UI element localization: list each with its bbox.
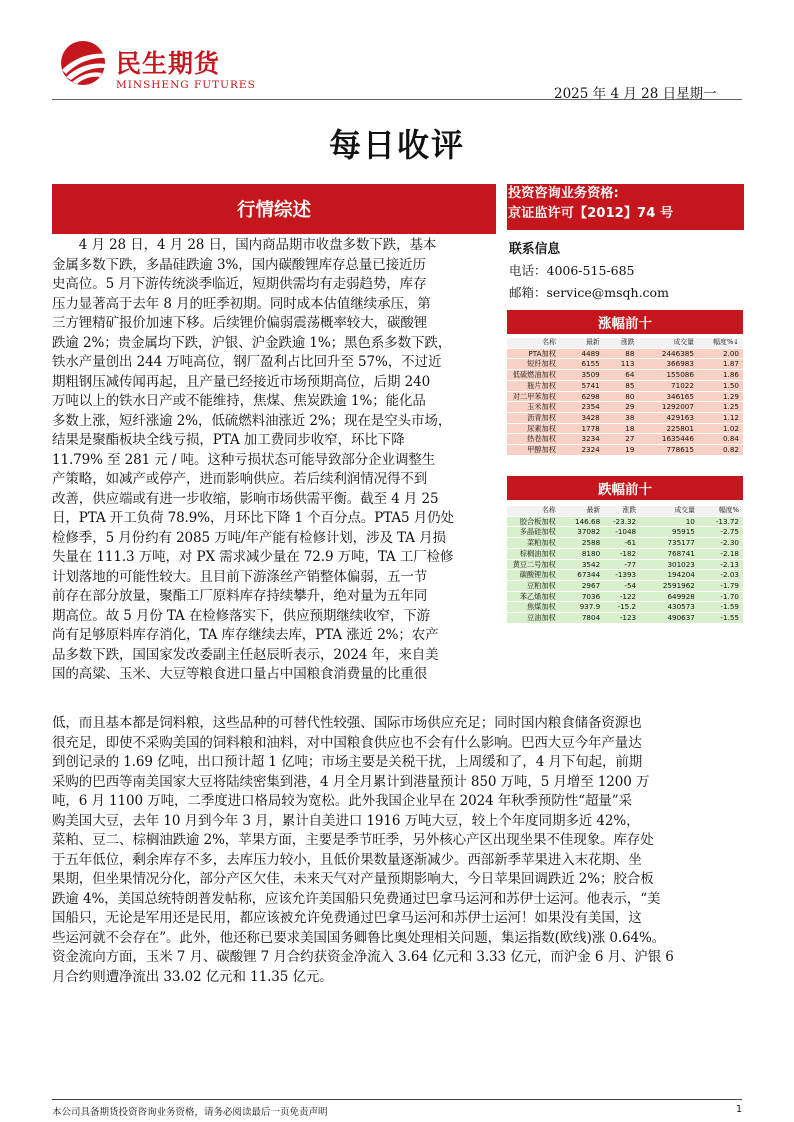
table-cell: 1.12 xyxy=(698,412,743,423)
body-text-line: 国的高粱、玉米、大豆等粮食进口量占中国粮食消费量的比重很 xyxy=(52,666,428,682)
column-header: 涨跌 xyxy=(604,338,639,348)
table-cell: 18 xyxy=(604,423,639,434)
table-cell: 1635446 xyxy=(638,434,697,445)
report-date: 2025 年 4 月 28 日星期一 xyxy=(554,86,717,102)
contact-email: 邮箱：service@msqh.com xyxy=(509,285,669,300)
gainers-title-text: 涨幅前十 xyxy=(598,316,652,332)
table-cell: 菜粕加权 xyxy=(507,538,560,549)
table-cell: 2354 xyxy=(560,402,604,413)
table-cell: 0.82 xyxy=(698,445,743,456)
contact-title: 联系信息 xyxy=(509,242,561,257)
table-cell: -2.75 xyxy=(699,527,743,538)
table-cell: -61 xyxy=(604,538,640,549)
table-cell: 1.02 xyxy=(698,423,743,434)
table-cell: 2324 xyxy=(560,445,604,456)
table-cell: 1292007 xyxy=(638,402,697,413)
table-row xyxy=(507,570,743,581)
body-text-line: 结果是聚酯板块全线亏损，PTA 加工费同步收窄，环比下降 xyxy=(52,432,405,448)
table-cell: -123 xyxy=(604,613,640,624)
body-text-line: 果期，但坐果情况分化，部分产区欠佳，未来天气对产量预期影响大，今日苹果回调跌近 2%；胶合板 xyxy=(52,871,654,887)
losers-table xyxy=(507,506,743,624)
table-cell: 38 xyxy=(604,412,639,423)
table-cell: 胶合板加权 xyxy=(507,516,560,527)
table-cell: 2967 xyxy=(560,580,604,591)
column-header: 幅度% xyxy=(699,506,743,516)
table-row xyxy=(507,412,743,423)
minsheng-logo-icon xyxy=(52,40,110,86)
table-cell: 19 xyxy=(604,445,639,456)
column-header: 成交量 xyxy=(638,338,697,348)
table-cell: -182 xyxy=(604,548,640,559)
table-cell: -1.55 xyxy=(699,613,743,624)
table-row xyxy=(507,602,743,613)
table-cell: 低硫燃油加权 xyxy=(507,370,560,381)
table-cell: -122 xyxy=(604,591,640,602)
table-cell: 937.9 xyxy=(560,602,604,613)
qualification-line-1: 投资咨询业务资格: xyxy=(508,186,619,201)
table-cell: 2.00 xyxy=(698,348,743,359)
table-cell: -2.30 xyxy=(699,538,743,549)
table-row xyxy=(507,402,743,413)
table-cell: 7804 xyxy=(560,613,604,624)
table-cell: 37082 xyxy=(560,527,604,538)
table-cell: 301023 xyxy=(640,559,699,570)
body-text-line: 多数上涨，短纤涨逾 2%，低硫燃料油涨近 2%；现在是空头市场， xyxy=(52,412,452,429)
table-cell: 155086 xyxy=(638,370,697,381)
table-cell: 3428 xyxy=(560,412,604,423)
table-cell: 焦煤加权 xyxy=(507,602,560,613)
table-cell: 1778 xyxy=(560,423,604,434)
body-text-line: 国船只，无论是军用还是民用，都应该被允许免费通过巴拿马运河和苏伊士运河！如果没有美国，这 xyxy=(52,910,642,926)
body-text-line: 尚有足够原料库存消化，TA 库存继续去库，PTA 涨近 2%；农产 xyxy=(52,627,439,643)
table-cell: 225801 xyxy=(638,423,697,434)
table-cell: 热卷加权 xyxy=(507,434,560,445)
body-text-line: 检修季，5 月份约有 2085 万吨/年产能有检修计划，涉及 TA 月损 xyxy=(52,529,446,546)
table-row xyxy=(507,391,743,402)
table-row xyxy=(507,559,743,570)
table-cell: 苯乙烯加权 xyxy=(507,591,560,602)
table-cell: 88 xyxy=(604,348,639,359)
table-cell: 649928 xyxy=(640,591,699,602)
body-text-line: 到创记录的 1.69 亿吨，出口预计超 1 亿吨；市场主要是关税干扰，上周缓和了，4 月下旬起，前期 xyxy=(52,754,643,770)
table-cell: 5741 xyxy=(560,380,604,391)
table-cell: 瓶片加权 xyxy=(507,380,560,391)
table-row xyxy=(507,445,743,456)
body-text-line: 品多数下跌，国国家发改委副主任赵辰昕表示，2024 年，来自美 xyxy=(52,646,439,663)
table-cell: 778615 xyxy=(638,445,697,456)
footer-divider xyxy=(52,1099,742,1100)
table-cell: 沥青加权 xyxy=(507,412,560,423)
body-text-line: 史高位。5 月下游传统淡季临近，短期供需均有走弱趋势，库存 xyxy=(52,276,427,292)
table-cell: 8180 xyxy=(560,548,604,559)
body-text-line: 月合约则遭净流出 33.02 亿元和 11.35 亿元。 xyxy=(52,968,333,985)
body-text-line: 些运河就不会存在”。此外，他还称已要求美国国务卿鲁比奥处理相关问题，集运指数(欧线)涨 0.64%。 xyxy=(52,929,666,946)
column-header: 幅度%↓ xyxy=(698,338,743,348)
table-cell: 27 xyxy=(604,434,639,445)
table-cell: 29 xyxy=(604,402,639,413)
table-cell: 1.25 xyxy=(698,402,743,413)
table-cell: 429163 xyxy=(638,412,697,423)
body-text-line: 低，而且基本都是饲料粮，这些品种的可替代性较强、国际市场供应充足；同时国内粮食储备资源也 xyxy=(52,715,642,731)
table-cell: -1048 xyxy=(604,527,640,538)
body-text-line: 跌逾 2%；贵金属均下跌，沪银、沪金跌逾 1%；黑色系多数下跌， xyxy=(52,334,452,351)
table-cell: PTA加权 xyxy=(507,348,560,359)
table-cell: 1.29 xyxy=(698,391,743,402)
table-cell: 1.87 xyxy=(698,359,743,370)
gainers-table-title xyxy=(507,310,743,334)
table-row xyxy=(507,370,743,381)
table-row xyxy=(507,613,743,624)
qualification-box xyxy=(507,184,744,230)
body-text-line: 万吨以上的铁水日产或不能维持，焦煤、焦炭跌逾 1%；能化品 xyxy=(52,393,426,409)
table-cell: -1393 xyxy=(604,570,640,581)
column-header: 名称 xyxy=(507,506,560,516)
table-cell: 3509 xyxy=(560,370,604,381)
table-cell: 多晶硅加权 xyxy=(507,527,560,538)
table-cell: -54 xyxy=(604,580,640,591)
table-cell: 10 xyxy=(640,516,699,527)
body-text-line: 计划落地的可能性较大。且目前下游涤丝产销整体偏弱，五一节 xyxy=(52,568,428,585)
table-cell: 2446385 xyxy=(638,348,697,359)
column-header: 最新 xyxy=(560,506,604,516)
table-cell: 对二甲苯加权 xyxy=(507,391,560,402)
body-text-line: 失量在 111.3 万吨，对 PX 需求减少量在 72.9 万吨，TA 工厂检修 xyxy=(52,549,454,565)
column-header: 名称 xyxy=(507,338,560,348)
body-text-line: 期高位。故 5 月份 TA 在检修落实下，供应预期继续收窄，下游 xyxy=(52,607,431,624)
table-cell: 豆粕加权 xyxy=(507,580,560,591)
body-text-line: 采购的巴西等南美国家大豆将陆续密集到港，4 月全月累计到港量预计 850 万吨，5 月增至 1200 万 xyxy=(52,773,650,790)
body-text-line: 三方锂精矿报价加速下移。后续锂价偏弱震荡概率较大，碳酸锂 xyxy=(52,315,428,331)
table-cell: 430573 xyxy=(640,602,699,613)
table-cell: -2.03 xyxy=(699,570,743,581)
table-cell: -1.79 xyxy=(699,580,743,591)
column-header: 成交量 xyxy=(640,506,699,516)
table-cell: 3234 xyxy=(560,434,604,445)
table-cell: -1.59 xyxy=(699,602,743,613)
qualification-line-2: 京证监许可【2012】74 号 xyxy=(508,206,674,221)
table-cell: 67344 xyxy=(560,570,604,581)
table-cell: 366983 xyxy=(638,359,697,370)
column-header: 最新 xyxy=(560,338,604,348)
table-cell: 6155 xyxy=(560,359,604,370)
table-cell: 玉米加权 xyxy=(507,402,560,413)
body-text-line: 前存在部分放量，聚酯工厂原料库存持续攀升，绝对量为五年同 xyxy=(52,588,428,604)
table-row xyxy=(507,527,743,538)
table-cell: 490637 xyxy=(640,613,699,624)
losers-table-title xyxy=(507,476,743,500)
table-cell: 735177 xyxy=(640,538,699,549)
table-cell: 146.68 xyxy=(560,516,604,527)
body-text-line: 吨，6 月 1100 万吨，二季度进口格局较为宽松。此外我国企业早在 2024 年秋季预防性“超量”采 xyxy=(52,793,632,809)
table-cell: 3542 xyxy=(560,559,604,570)
page-number: 1 xyxy=(736,1104,743,1115)
table-cell: 0.84 xyxy=(698,434,743,445)
table-cell: 碳酸锂加权 xyxy=(507,570,560,581)
body-text-line: 购美国大豆，去年 10 月到今年 3 月，累计自美进口 1916 万吨大豆，较上个年度同期多近 42%， xyxy=(52,812,640,829)
table-cell: 2591962 xyxy=(640,580,699,591)
body-text-line: 日，PTA 开工负荷 78.9%，月环比下降 1 个百分点。PTA5 月仍处 xyxy=(52,510,454,526)
table-cell: 短纤加权 xyxy=(507,359,560,370)
table-cell: 194204 xyxy=(640,570,699,581)
table-row xyxy=(507,548,743,559)
body-text-line: 产策略，如减产或停产，进而影响供应。若后续利润情况得不到 xyxy=(52,471,428,487)
table-cell: -23.32 xyxy=(604,516,640,527)
table-row xyxy=(507,580,743,591)
table-cell: 7036 xyxy=(560,591,604,602)
table-cell: 768741 xyxy=(640,548,699,559)
table-cell: 6298 xyxy=(560,391,604,402)
body-text-line: 4 月 28 日，4 月 28 日，国内商品期市收盘多数下跌，基本 xyxy=(52,237,437,253)
table-row xyxy=(507,348,743,359)
body-text-line: 菜粕、豆二、棕榈油跌逾 2%，苹果方面，主要是季节旺季，另外核心产区出现坐果不佳现象。库存处 xyxy=(52,832,654,848)
section-banner xyxy=(52,184,496,234)
table-cell: 4489 xyxy=(560,348,604,359)
body-text-line: 压力显著高于去年 8 月的旺季初期。同时成本估值继续承压，第 xyxy=(52,295,431,312)
table-cell: 豆油加权 xyxy=(507,613,560,624)
table-cell: 95915 xyxy=(640,527,699,538)
table-cell: 113 xyxy=(604,359,639,370)
table-cell: 71022 xyxy=(638,380,697,391)
table-cell: 346165 xyxy=(638,391,697,402)
table-cell: 棕榈油加权 xyxy=(507,548,560,559)
body-text-line: 改善，供应端或有进一步收缩，影响市场供需平衡。截至 4 月 25 xyxy=(52,490,439,507)
logo-english-name: MINSHENG FUTURES xyxy=(116,79,256,91)
losers-title-text: 跌幅前十 xyxy=(598,482,652,498)
table-cell: 80 xyxy=(604,391,639,402)
table-row xyxy=(507,359,743,370)
table-row xyxy=(507,423,743,434)
logo-chinese-name: 民生期货 xyxy=(116,49,221,78)
table-header-row xyxy=(507,506,743,516)
market-summary-full-width xyxy=(52,713,744,986)
table-cell: -13.72 xyxy=(699,516,743,527)
table-header-row xyxy=(507,338,743,348)
table-row xyxy=(507,591,743,602)
footer-disclaimer: 本公司具备期货投资咨询业务资格，请务必阅读最后一页免责声明 xyxy=(52,1107,328,1118)
table-cell: -2.13 xyxy=(699,559,743,570)
body-text-line: 11.79% 至 281 元 / 吨。这种亏损状态可能导致部分企业调整生 xyxy=(52,451,436,468)
table-row xyxy=(507,434,743,445)
market-summary-column xyxy=(52,236,497,685)
body-text-line: 资金流向方面，玉米 7 月、碳酸锂 7 月合约获资金净流入 3.64 亿元和 3.33 亿元，而沪金 6 月、沪银 6 xyxy=(52,949,674,965)
table-cell: -77 xyxy=(604,559,640,570)
body-text-line: 很充足，即使不采购美国的饲料粮和油料，对中国粮食供应也不会有什么影响。巴西大豆今年产量达 xyxy=(52,734,642,751)
table-row xyxy=(507,380,743,391)
table-cell: 2588 xyxy=(560,538,604,549)
table-cell: 64 xyxy=(604,370,639,381)
body-text-line: 于五年低位，剩余库存不多，去库压力较小，且低价果数量逐渐减少。西部新季苹果进入末花期、坐 xyxy=(52,851,642,868)
table-cell: 1.86 xyxy=(698,370,743,381)
table-row xyxy=(507,538,743,549)
header-divider xyxy=(52,99,742,100)
table-cell: -15.2 xyxy=(604,602,640,613)
contact-phone: 电话：4006-515-685 xyxy=(509,263,635,278)
section-title: 行情综述 xyxy=(236,200,311,221)
table-cell: 1.50 xyxy=(698,380,743,391)
table-cell: 85 xyxy=(604,380,639,391)
table-row xyxy=(507,516,743,527)
body-text-line: 期粗钢压减传闻再起，且产量已经接近市场预期高位，后期 240 xyxy=(52,373,431,390)
gainers-table xyxy=(507,338,743,456)
body-text-line: 跌逾 4%，美国总统特朗普发帖称，应该允许美国船只免费通过巴拿马运河和苏伊士运河。他表示，“美 xyxy=(52,890,661,907)
table-cell: -1.70 xyxy=(699,591,743,602)
body-text-line: 金属多数下跌，多晶硅跌逾 3%，国内碳酸锂库存总量已接近历 xyxy=(52,256,426,273)
table-cell: 黄豆二号加权 xyxy=(507,559,560,570)
column-header: 涨跌 xyxy=(604,506,640,516)
table-cell: 尿素加权 xyxy=(507,423,560,434)
body-text-line: 铁水产量创出 244 万吨高位，钢厂盈利占比回升至 57%，不过近 xyxy=(52,354,442,370)
table-cell: -2.18 xyxy=(699,548,743,559)
table-cell: 甲醇加权 xyxy=(507,445,560,456)
page-title: 每日收评 xyxy=(328,126,465,164)
